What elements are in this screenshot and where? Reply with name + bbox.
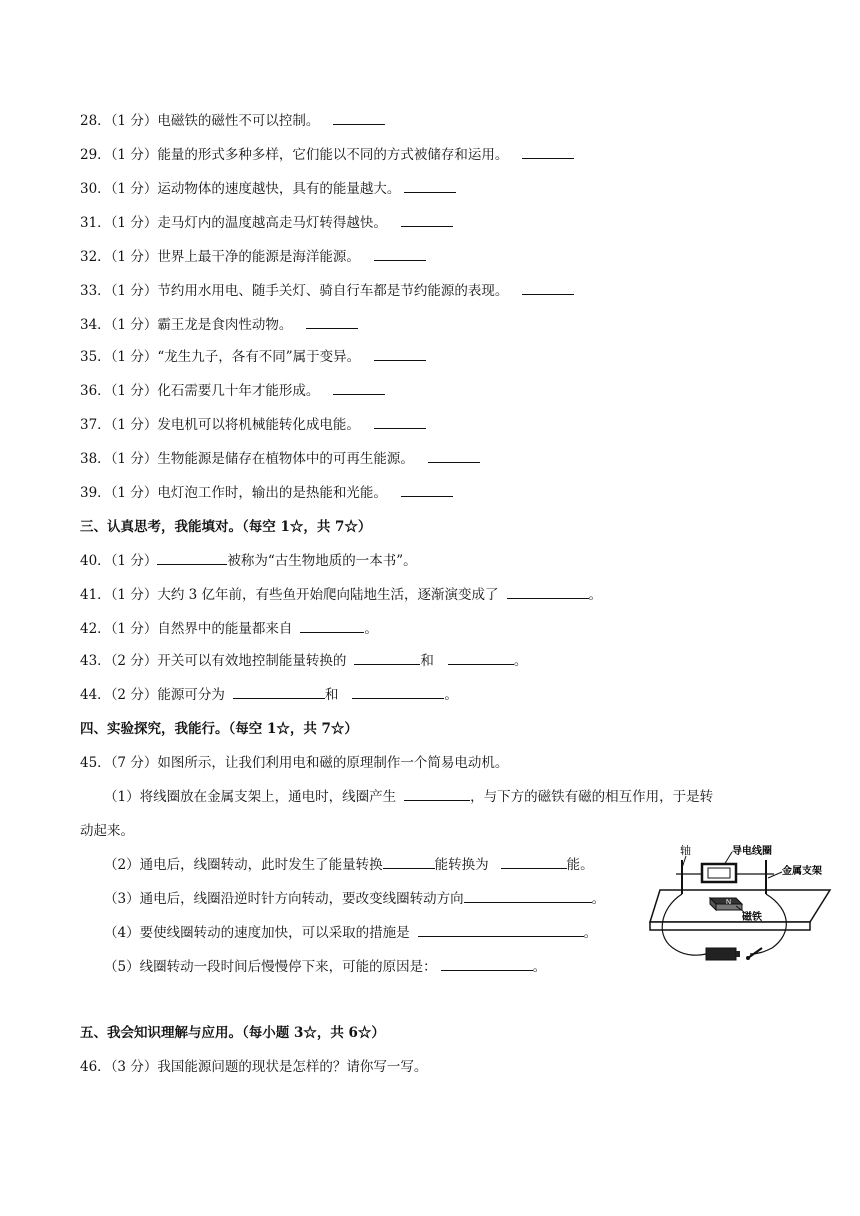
question-text: 。 <box>444 687 458 703</box>
answer-blank[interactable] <box>157 552 227 565</box>
question-number: 29． <box>80 147 111 163</box>
question-text: 。 <box>532 959 547 975</box>
question-text: （3 分）我国能源问题的现状是怎样的？请你写一写。 <box>110 1059 428 1075</box>
question-text: （1 分）电灯泡工作时，输出的是热能和光能。 <box>110 485 387 501</box>
question-35 <box>80 348 426 366</box>
magnet-pole-n: N <box>726 899 732 906</box>
answer-blank[interactable] <box>501 856 567 869</box>
question-number: 32． <box>80 249 111 265</box>
question-text: 。 <box>364 621 378 637</box>
question-text: （1 分）运动物体的速度越快，具有的能量越大。 <box>110 181 401 197</box>
question-44 <box>80 686 458 704</box>
question-number: 34． <box>80 317 111 333</box>
question-40 <box>80 552 417 570</box>
question-number: 42． <box>80 621 111 637</box>
question-number: 44． <box>80 687 111 703</box>
question-text: （1 分）能量的形式多种多样，它们能以不同的方式被储存和运用。 <box>110 147 509 163</box>
answer-blank[interactable] <box>418 924 584 937</box>
battery <box>706 948 736 960</box>
question-text: （2）通电后，线圈转动，此时发生了能量转换 <box>104 857 383 873</box>
label-magnet: 磁铁 <box>742 912 762 923</box>
answer-blank[interactable] <box>333 382 385 395</box>
question-43 <box>80 652 527 670</box>
question-text: （1 分）生物能源是储存在植物体中的可再生能源。 <box>110 451 414 467</box>
question-text: （1 分）化石需要几十年才能形成。 <box>110 383 320 399</box>
question-45-sub-1-cont: 动起来。 <box>80 823 134 839</box>
answer-blank[interactable] <box>464 890 592 903</box>
question-38 <box>80 450 480 468</box>
answer-blank[interactable] <box>306 316 358 329</box>
motor-diagram <box>646 838 836 968</box>
question-45 <box>80 754 508 772</box>
question-text: （5）线圈转动一段时间后慢慢停下来，可能的原因是： <box>104 959 437 975</box>
question-45-sub-1 <box>104 788 713 806</box>
question-text: （1）将线圈放在金属支架上，通电时，线圈产生 <box>104 789 397 805</box>
question-number: 30． <box>80 181 111 197</box>
answer-blank[interactable] <box>233 686 325 699</box>
answer-blank[interactable] <box>401 484 453 497</box>
answer-blank[interactable] <box>401 214 453 227</box>
question-29 <box>80 146 574 164</box>
section-3-heading: 三、认真思考，我能填对。（每空 1☆，共 7☆） <box>80 519 372 535</box>
question-number: 31． <box>80 215 111 231</box>
question-text: （4）要使线圈转动的速度加快，可以采取的措施是 <box>104 925 410 941</box>
question-45-sub-5 <box>104 958 546 976</box>
answer-blank[interactable] <box>300 620 364 633</box>
answer-blank[interactable] <box>374 348 426 361</box>
question-text: （1 分） <box>110 553 158 569</box>
question-text: （1 分）节约用水用电、随手关灯、骑自行车都是节约能源的表现。 <box>110 283 509 299</box>
question-number: 35． <box>80 349 111 365</box>
question-45-sub-4 <box>104 924 597 942</box>
answer-blank[interactable] <box>352 686 444 699</box>
answer-blank[interactable] <box>354 652 420 665</box>
answer-blank[interactable] <box>448 652 514 665</box>
question-45-sub-3 <box>104 890 605 908</box>
question-number: 36． <box>80 383 111 399</box>
question-text: 。 <box>591 891 606 907</box>
question-number: 45． <box>80 755 111 771</box>
question-39 <box>80 484 453 502</box>
question-number: 33． <box>80 283 111 299</box>
question-text: 。 <box>513 653 528 669</box>
section-4-heading: 四、实验探究，我能行。（每空 1☆，共 7☆） <box>80 721 358 737</box>
question-number: 39． <box>80 485 111 501</box>
question-text: （1 分）自然界中的能量都来自 <box>110 621 293 637</box>
label-coil: 导电线圈 <box>732 846 772 857</box>
question-text: （1 分）霸王龙是食肉性动物。 <box>110 317 293 333</box>
question-33 <box>80 282 574 300</box>
section-5-heading: 五、我会知识理解与应用。（每小题 3☆，共 6☆） <box>80 1025 385 1041</box>
question-37 <box>80 416 426 434</box>
question-number: 38． <box>80 451 111 467</box>
question-text: （7 分）如图所示，让我们利用电和磁的原理制作一个简易电动机。 <box>110 755 509 771</box>
question-number: 43． <box>80 653 111 669</box>
question-number: 41． <box>80 587 111 603</box>
answer-blank[interactable] <box>404 788 470 801</box>
question-text: 能。 <box>566 857 594 873</box>
question-text: 和 <box>324 687 339 703</box>
answer-blank[interactable] <box>374 248 426 261</box>
question-text: （1 分）电磁铁的磁性不可以控制。 <box>110 113 320 129</box>
question-text: （1 分）“龙生九子，各有不同”属于变异。 <box>110 349 361 365</box>
question-text: ，与下方的磁铁有磁的相互作用，于是转 <box>470 789 714 805</box>
question-text: （1 分）发电机可以将机械能转化成电能。 <box>110 417 360 433</box>
answer-blank[interactable] <box>507 586 589 599</box>
question-42 <box>80 620 378 638</box>
label-bracket: 金属支架 <box>782 866 822 877</box>
answer-blank[interactable] <box>441 958 533 971</box>
question-text: 和 <box>420 653 434 669</box>
question-46 <box>80 1058 427 1076</box>
question-text: （1 分）大约 3 亿年前，有些鱼开始爬向陆地生活，逐渐演变成了 <box>110 587 499 603</box>
question-number: 40． <box>80 553 111 569</box>
question-text: （2 分）开关可以有效地控制能量转换的 <box>110 653 347 669</box>
answer-blank[interactable] <box>383 856 435 869</box>
question-text: 被称为“古生物地质的一本书”。 <box>227 553 417 569</box>
question-text: （3）通电后，线圈沿逆时针方向转动，要改变线圈转动方向 <box>104 891 464 907</box>
answer-blank[interactable] <box>374 416 426 429</box>
question-text: （1 分）走马灯内的温度越高走马灯转得越快。 <box>110 215 387 231</box>
question-number: 28． <box>80 113 111 129</box>
question-31 <box>80 214 453 232</box>
question-41 <box>80 586 602 604</box>
answer-blank[interactable] <box>522 146 574 159</box>
question-text: （1 分）世界上最干净的能源是海洋能源。 <box>110 249 360 265</box>
question-number: 37． <box>80 417 111 433</box>
answer-blank[interactable] <box>428 450 480 463</box>
question-30 <box>80 180 456 198</box>
question-45-sub-2 <box>104 856 594 874</box>
question-36 <box>80 382 385 400</box>
question-text: （2 分）能源可分为 <box>110 687 225 703</box>
question-text: 。 <box>588 587 602 603</box>
question-text: 。 <box>583 925 598 941</box>
answer-blank[interactable] <box>522 282 574 295</box>
question-number: 46． <box>80 1059 111 1075</box>
label-axis: 轴 <box>680 845 691 857</box>
answer-blank[interactable] <box>404 180 456 193</box>
question-34 <box>80 316 358 334</box>
question-32 <box>80 248 426 266</box>
question-text: 能转换为 <box>434 857 489 873</box>
question-28 <box>80 112 385 130</box>
answer-blank[interactable] <box>333 112 385 125</box>
